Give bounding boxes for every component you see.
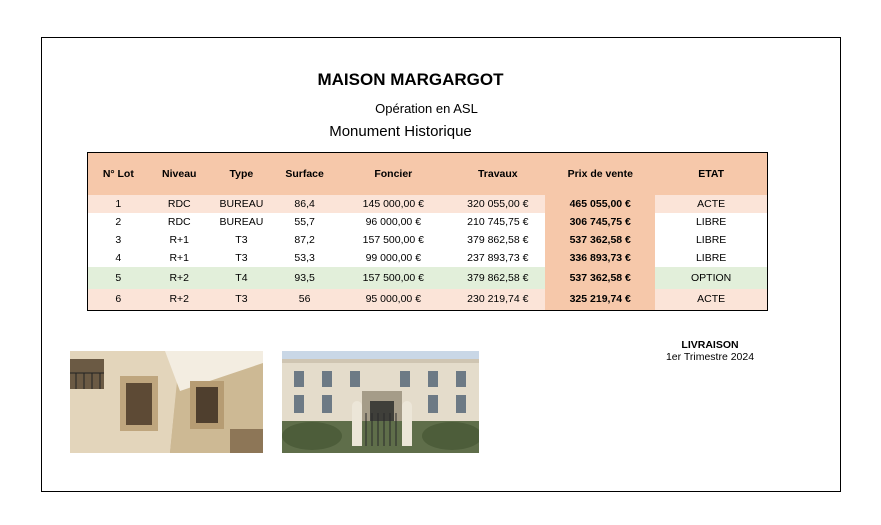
page-subtitle: Opération en ASL — [375, 101, 478, 116]
table-header-row — [88, 153, 768, 195]
col-header-foncier: Foncier — [374, 167, 413, 180]
cell-foncier: 95 000,00 € — [365, 293, 422, 306]
cell-surface: 86,4 — [294, 197, 315, 210]
table-row — [88, 231, 768, 249]
building-photo-facade — [70, 351, 263, 453]
cell-prix: 537 362,58 € — [545, 267, 655, 289]
lots-table — [87, 152, 768, 311]
col-header-type: Type — [229, 167, 254, 180]
cell-travaux: 379 862,58 € — [467, 233, 529, 246]
col-header-niveau: Niveau — [162, 167, 197, 180]
cell-prix: 336 893,73 € — [545, 249, 655, 267]
building-photo-courtyard — [282, 351, 479, 453]
table-row — [88, 195, 768, 213]
cell-lot: 6 — [115, 293, 122, 306]
cell-travaux: 237 893,73 € — [467, 251, 529, 264]
cell-lot: 4 — [115, 251, 122, 264]
cell-travaux: 230 219,74 € — [467, 293, 529, 306]
cell-type: T3 — [235, 233, 248, 246]
livraison-block — [640, 339, 780, 363]
cell-type: BUREAU — [219, 215, 264, 228]
cell-travaux: 379 862,58 € — [467, 271, 529, 284]
cell-niveau: R+2 — [169, 271, 190, 284]
cell-foncier: 145 000,00 € — [362, 197, 424, 210]
table-row — [88, 267, 768, 289]
livraison-label: LIVRAISON — [681, 339, 739, 351]
cell-surface: 53,3 — [294, 251, 315, 264]
cell-surface: 87,2 — [294, 233, 315, 246]
cell-travaux: 210 745,75 € — [467, 215, 529, 228]
cell-prix: 306 745,75 € — [545, 213, 655, 231]
cell-lot: 1 — [115, 197, 122, 210]
cell-niveau: RDC — [167, 197, 191, 210]
livraison-value: 1er Trimestre 2024 — [665, 351, 755, 363]
cell-lot: 3 — [115, 233, 122, 246]
cell-etat: LIBRE — [655, 213, 767, 231]
cell-foncier: 99 000,00 € — [365, 251, 422, 264]
table-row — [88, 213, 768, 231]
table-row — [88, 289, 768, 311]
cell-niveau: RDC — [167, 215, 191, 228]
col-header-surface: Surface — [285, 167, 324, 180]
cell-etat: ACTE — [655, 195, 767, 213]
cell-niveau: R+1 — [169, 233, 190, 246]
cell-etat: ACTE — [655, 289, 767, 311]
cell-prix: 537 362,58 € — [545, 231, 655, 249]
page-title: MAISON MARGARGOT — [317, 70, 504, 89]
col-header-travaux: Travaux — [477, 167, 518, 180]
cell-type: BUREAU — [219, 197, 264, 210]
cell-lot: 2 — [115, 215, 122, 228]
cell-type: T4 — [235, 271, 248, 284]
page-heading: Monument Historique — [329, 123, 472, 140]
cell-surface: 56 — [298, 293, 311, 306]
cell-surface: 55,7 — [294, 215, 315, 228]
cell-lot: 5 — [115, 271, 122, 284]
cell-foncier: 157 500,00 € — [362, 271, 424, 284]
cell-etat: OPTION — [655, 267, 767, 289]
cell-niveau: R+1 — [169, 251, 190, 264]
cell-niveau: R+2 — [169, 293, 190, 306]
col-header-prix: Prix de vente — [567, 167, 633, 180]
cell-etat: LIBRE — [655, 249, 767, 267]
col-header-etat: ETAT — [698, 167, 725, 180]
cell-prix: 325 219,74 € — [545, 289, 655, 311]
cell-surface: 93,5 — [294, 271, 315, 284]
cell-type: T3 — [235, 293, 248, 306]
cell-foncier: 96 000,00 € — [365, 215, 422, 228]
cell-foncier: 157 500,00 € — [362, 233, 424, 246]
cell-etat: LIBRE — [655, 231, 767, 249]
table-row — [88, 249, 768, 267]
col-header-lot: N° Lot — [102, 167, 134, 180]
cell-travaux: 320 055,00 € — [467, 197, 529, 210]
cell-prix: 465 055,00 € — [545, 195, 655, 213]
cell-type: T3 — [235, 251, 248, 264]
